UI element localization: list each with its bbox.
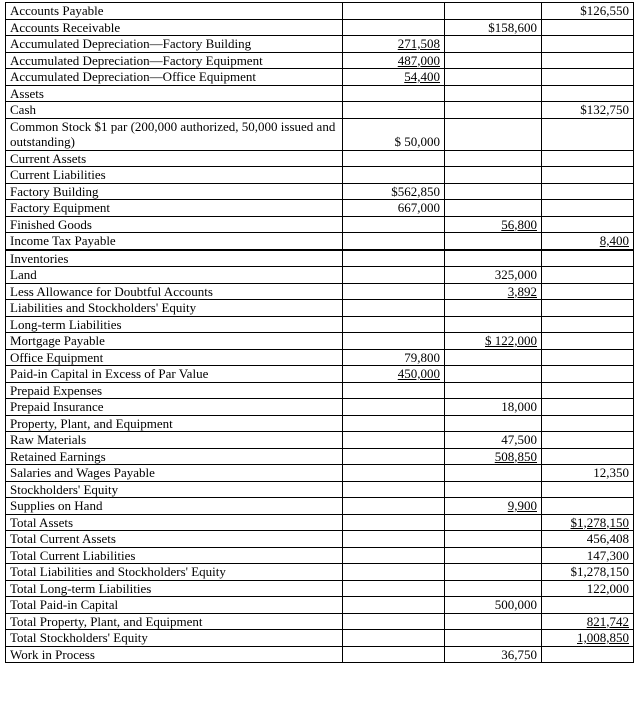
table-row (6, 630, 634, 647)
account-label: Assets (6, 85, 343, 102)
amount-column-2 (445, 349, 542, 366)
amount-column-1 (343, 85, 445, 102)
table-row (6, 19, 634, 36)
amount-column-2 (445, 102, 542, 119)
amount-column-3 (542, 85, 634, 102)
amount-column-3 (542, 498, 634, 515)
table-row (6, 267, 634, 284)
amount-column-1 (343, 613, 445, 630)
table-row (6, 580, 634, 597)
amount-column-3: $1,278,150 (542, 564, 634, 581)
amount-column-1 (343, 498, 445, 515)
table-row (6, 85, 634, 102)
amount-column-1 (343, 514, 445, 531)
amount-column-3 (542, 200, 634, 217)
amount-column-2 (445, 118, 542, 150)
table-row (6, 233, 634, 250)
amount-column-1 (343, 597, 445, 614)
account-label: Accumulated Depreciation—Office Equipment (6, 69, 343, 86)
amount-column-3: $132,750 (542, 102, 634, 119)
account-label: Mortgage Payable (6, 333, 343, 350)
amount-column-2 (445, 167, 542, 184)
amount-column-2 (445, 580, 542, 597)
amount-column-2 (445, 3, 542, 20)
amount-column-1 (343, 448, 445, 465)
amount-column-1 (343, 547, 445, 564)
amount-column-1 (343, 630, 445, 647)
account-label: Less Allowance for Doubtful Accounts (6, 283, 343, 300)
amount-column-1 (343, 465, 445, 482)
amount-column-1 (343, 481, 445, 498)
amount-column-3 (542, 52, 634, 69)
amount-column-1 (343, 150, 445, 167)
table-row (6, 52, 634, 69)
amount-column-3 (542, 300, 634, 317)
amount-column-2 (445, 300, 542, 317)
amount-column-2 (445, 250, 542, 267)
table-row (6, 283, 634, 300)
table-row (6, 432, 634, 449)
account-label: Land (6, 267, 343, 284)
amount-column-1 (343, 531, 445, 548)
account-label: Property, Plant, and Equipment (6, 415, 343, 432)
table-row (6, 167, 634, 184)
account-label: Retained Earnings (6, 448, 343, 465)
amount-column-1 (343, 233, 445, 250)
amount-column-2: 18,000 (445, 399, 542, 416)
amount-column-3 (542, 118, 634, 150)
amount-column-2 (445, 613, 542, 630)
amount-column-1: 54,400 (343, 69, 445, 86)
table-row (6, 150, 634, 167)
account-label: Office Equipment (6, 349, 343, 366)
account-label: Stockholders' Equity (6, 481, 343, 498)
amount-column-3 (542, 349, 634, 366)
amount-column-2 (445, 366, 542, 383)
account-label: Accumulated Depreciation—Factory Building (6, 36, 343, 53)
amount-column-2 (445, 531, 542, 548)
amount-column-1 (343, 316, 445, 333)
amount-column-2 (445, 233, 542, 250)
account-label: Total Paid-in Capital (6, 597, 343, 614)
table-row (6, 514, 634, 531)
amount-column-3: 1,008,850 (542, 630, 634, 647)
amount-column-1 (343, 564, 445, 581)
account-label: Total Assets (6, 514, 343, 531)
amount-column-3 (542, 646, 634, 663)
amount-column-3: $126,550 (542, 3, 634, 20)
account-label: Supplies on Hand (6, 498, 343, 515)
amount-column-2 (445, 200, 542, 217)
amount-column-2: 47,500 (445, 432, 542, 449)
amount-column-3: 122,000 (542, 580, 634, 597)
account-label: Total Current Liabilities (6, 547, 343, 564)
amount-column-1: $ 50,000 (343, 118, 445, 150)
amount-column-2 (445, 52, 542, 69)
account-label: Income Tax Payable (6, 233, 343, 250)
account-label: Long-term Liabilities (6, 316, 343, 333)
amount-column-3: 456,408 (542, 531, 634, 548)
table-row (6, 465, 634, 482)
balance-sheet-table (5, 2, 634, 663)
account-label: Prepaid Insurance (6, 399, 343, 416)
amount-column-2 (445, 85, 542, 102)
amount-column-2: 9,900 (445, 498, 542, 515)
amount-column-3 (542, 183, 634, 200)
table-row (6, 399, 634, 416)
account-label: Inventories (6, 250, 343, 267)
amount-column-3 (542, 415, 634, 432)
table-row (6, 415, 634, 432)
amount-column-3 (542, 250, 634, 267)
amount-column-1 (343, 580, 445, 597)
amount-column-1: 450,000 (343, 366, 445, 383)
table-row (6, 613, 634, 630)
amount-column-1 (343, 333, 445, 350)
amount-column-2 (445, 382, 542, 399)
account-label: Factory Building (6, 183, 343, 200)
amount-column-3 (542, 399, 634, 416)
table-row (6, 382, 634, 399)
table-row (6, 564, 634, 581)
amount-column-2 (445, 36, 542, 53)
table-row (6, 448, 634, 465)
amount-column-2: 36,750 (445, 646, 542, 663)
amount-column-3 (542, 432, 634, 449)
table-row (6, 481, 634, 498)
amount-column-1: 79,800 (343, 349, 445, 366)
amount-column-2 (445, 547, 542, 564)
amount-column-3 (542, 283, 634, 300)
table-row (6, 102, 634, 119)
account-label: Factory Equipment (6, 200, 343, 217)
amount-column-2: 508,850 (445, 448, 542, 465)
table-row (6, 183, 634, 200)
amount-column-3 (542, 19, 634, 36)
account-label: Accumulated Depreciation—Factory Equipment (6, 52, 343, 69)
table-row (6, 36, 634, 53)
amount-column-3: 12,350 (542, 465, 634, 482)
account-label: Paid-in Capital in Excess of Par Value (6, 366, 343, 383)
table-row (6, 333, 634, 350)
amount-column-1 (343, 300, 445, 317)
amount-column-3 (542, 316, 634, 333)
table-row (6, 531, 634, 548)
amount-column-2: $ 122,000 (445, 333, 542, 350)
table-row (6, 69, 634, 86)
account-label: Prepaid Expenses (6, 382, 343, 399)
amount-column-3 (542, 481, 634, 498)
amount-column-1: $562,850 (343, 183, 445, 200)
amount-column-3 (542, 267, 634, 284)
account-label: Liabilities and Stockholders' Equity (6, 300, 343, 317)
amount-column-1 (343, 216, 445, 233)
amount-column-1 (343, 646, 445, 663)
account-label: Common Stock $1 par (200,000 authorized, 50,000 issued and outstanding) (6, 118, 343, 150)
account-label: Work in Process (6, 646, 343, 663)
amount-column-3 (542, 216, 634, 233)
amount-column-1 (343, 432, 445, 449)
amount-column-2 (445, 564, 542, 581)
table-row (6, 200, 634, 217)
amount-column-3 (542, 69, 634, 86)
amount-column-3: 147,300 (542, 547, 634, 564)
table-row (6, 547, 634, 564)
account-label: Total Property, Plant, and Equipment (6, 613, 343, 630)
amount-column-3 (542, 597, 634, 614)
amount-column-3 (542, 150, 634, 167)
account-label: Cash (6, 102, 343, 119)
balance-sheet-body (6, 3, 634, 663)
table-row (6, 250, 634, 267)
account-label: Total Long-term Liabilities (6, 580, 343, 597)
amount-column-2 (445, 630, 542, 647)
amount-column-2 (445, 514, 542, 531)
amount-column-1: 271,508 (343, 36, 445, 53)
amount-column-2: 3,892 (445, 283, 542, 300)
amount-column-2 (445, 415, 542, 432)
amount-column-3: 8,400 (542, 233, 634, 250)
account-label: Finished Goods (6, 216, 343, 233)
account-label: Current Liabilities (6, 167, 343, 184)
table-row (6, 349, 634, 366)
amount-column-2: 500,000 (445, 597, 542, 614)
amount-column-3 (542, 382, 634, 399)
account-label: Total Current Assets (6, 531, 343, 548)
amount-column-1 (343, 250, 445, 267)
amount-column-3: $1,278,150 (542, 514, 634, 531)
amount-column-1 (343, 19, 445, 36)
account-label: Total Liabilities and Stockholders' Equity (6, 564, 343, 581)
amount-column-1: 487,000 (343, 52, 445, 69)
account-label: Total Stockholders' Equity (6, 630, 343, 647)
amount-column-2: 56,800 (445, 216, 542, 233)
amount-column-3: 821,742 (542, 613, 634, 630)
amount-column-2: 325,000 (445, 267, 542, 284)
account-label: Salaries and Wages Payable (6, 465, 343, 482)
amount-column-1 (343, 3, 445, 20)
amount-column-2 (445, 183, 542, 200)
table-row (6, 216, 634, 233)
amount-column-2 (445, 150, 542, 167)
table-row (6, 646, 634, 663)
amount-column-2: $158,600 (445, 19, 542, 36)
amount-column-1 (343, 102, 445, 119)
table-row (6, 3, 634, 20)
account-label: Current Assets (6, 150, 343, 167)
amount-column-1 (343, 399, 445, 416)
table-row (6, 118, 634, 150)
amount-column-3 (542, 36, 634, 53)
amount-column-2 (445, 316, 542, 333)
amount-column-2 (445, 481, 542, 498)
amount-column-3 (542, 448, 634, 465)
table-row (6, 597, 634, 614)
amount-column-2 (445, 465, 542, 482)
amount-column-3 (542, 366, 634, 383)
amount-column-1 (343, 267, 445, 284)
account-label: Raw Materials (6, 432, 343, 449)
amount-column-3 (542, 167, 634, 184)
amount-column-1 (343, 167, 445, 184)
table-row (6, 300, 634, 317)
amount-column-3 (542, 333, 634, 350)
amount-column-1: 667,000 (343, 200, 445, 217)
amount-column-1 (343, 382, 445, 399)
table-row (6, 498, 634, 515)
table-row (6, 366, 634, 383)
account-label: Accounts Receivable (6, 19, 343, 36)
amount-column-1 (343, 415, 445, 432)
amount-column-1 (343, 283, 445, 300)
amount-column-2 (445, 69, 542, 86)
table-row (6, 316, 634, 333)
account-label: Accounts Payable (6, 3, 343, 20)
